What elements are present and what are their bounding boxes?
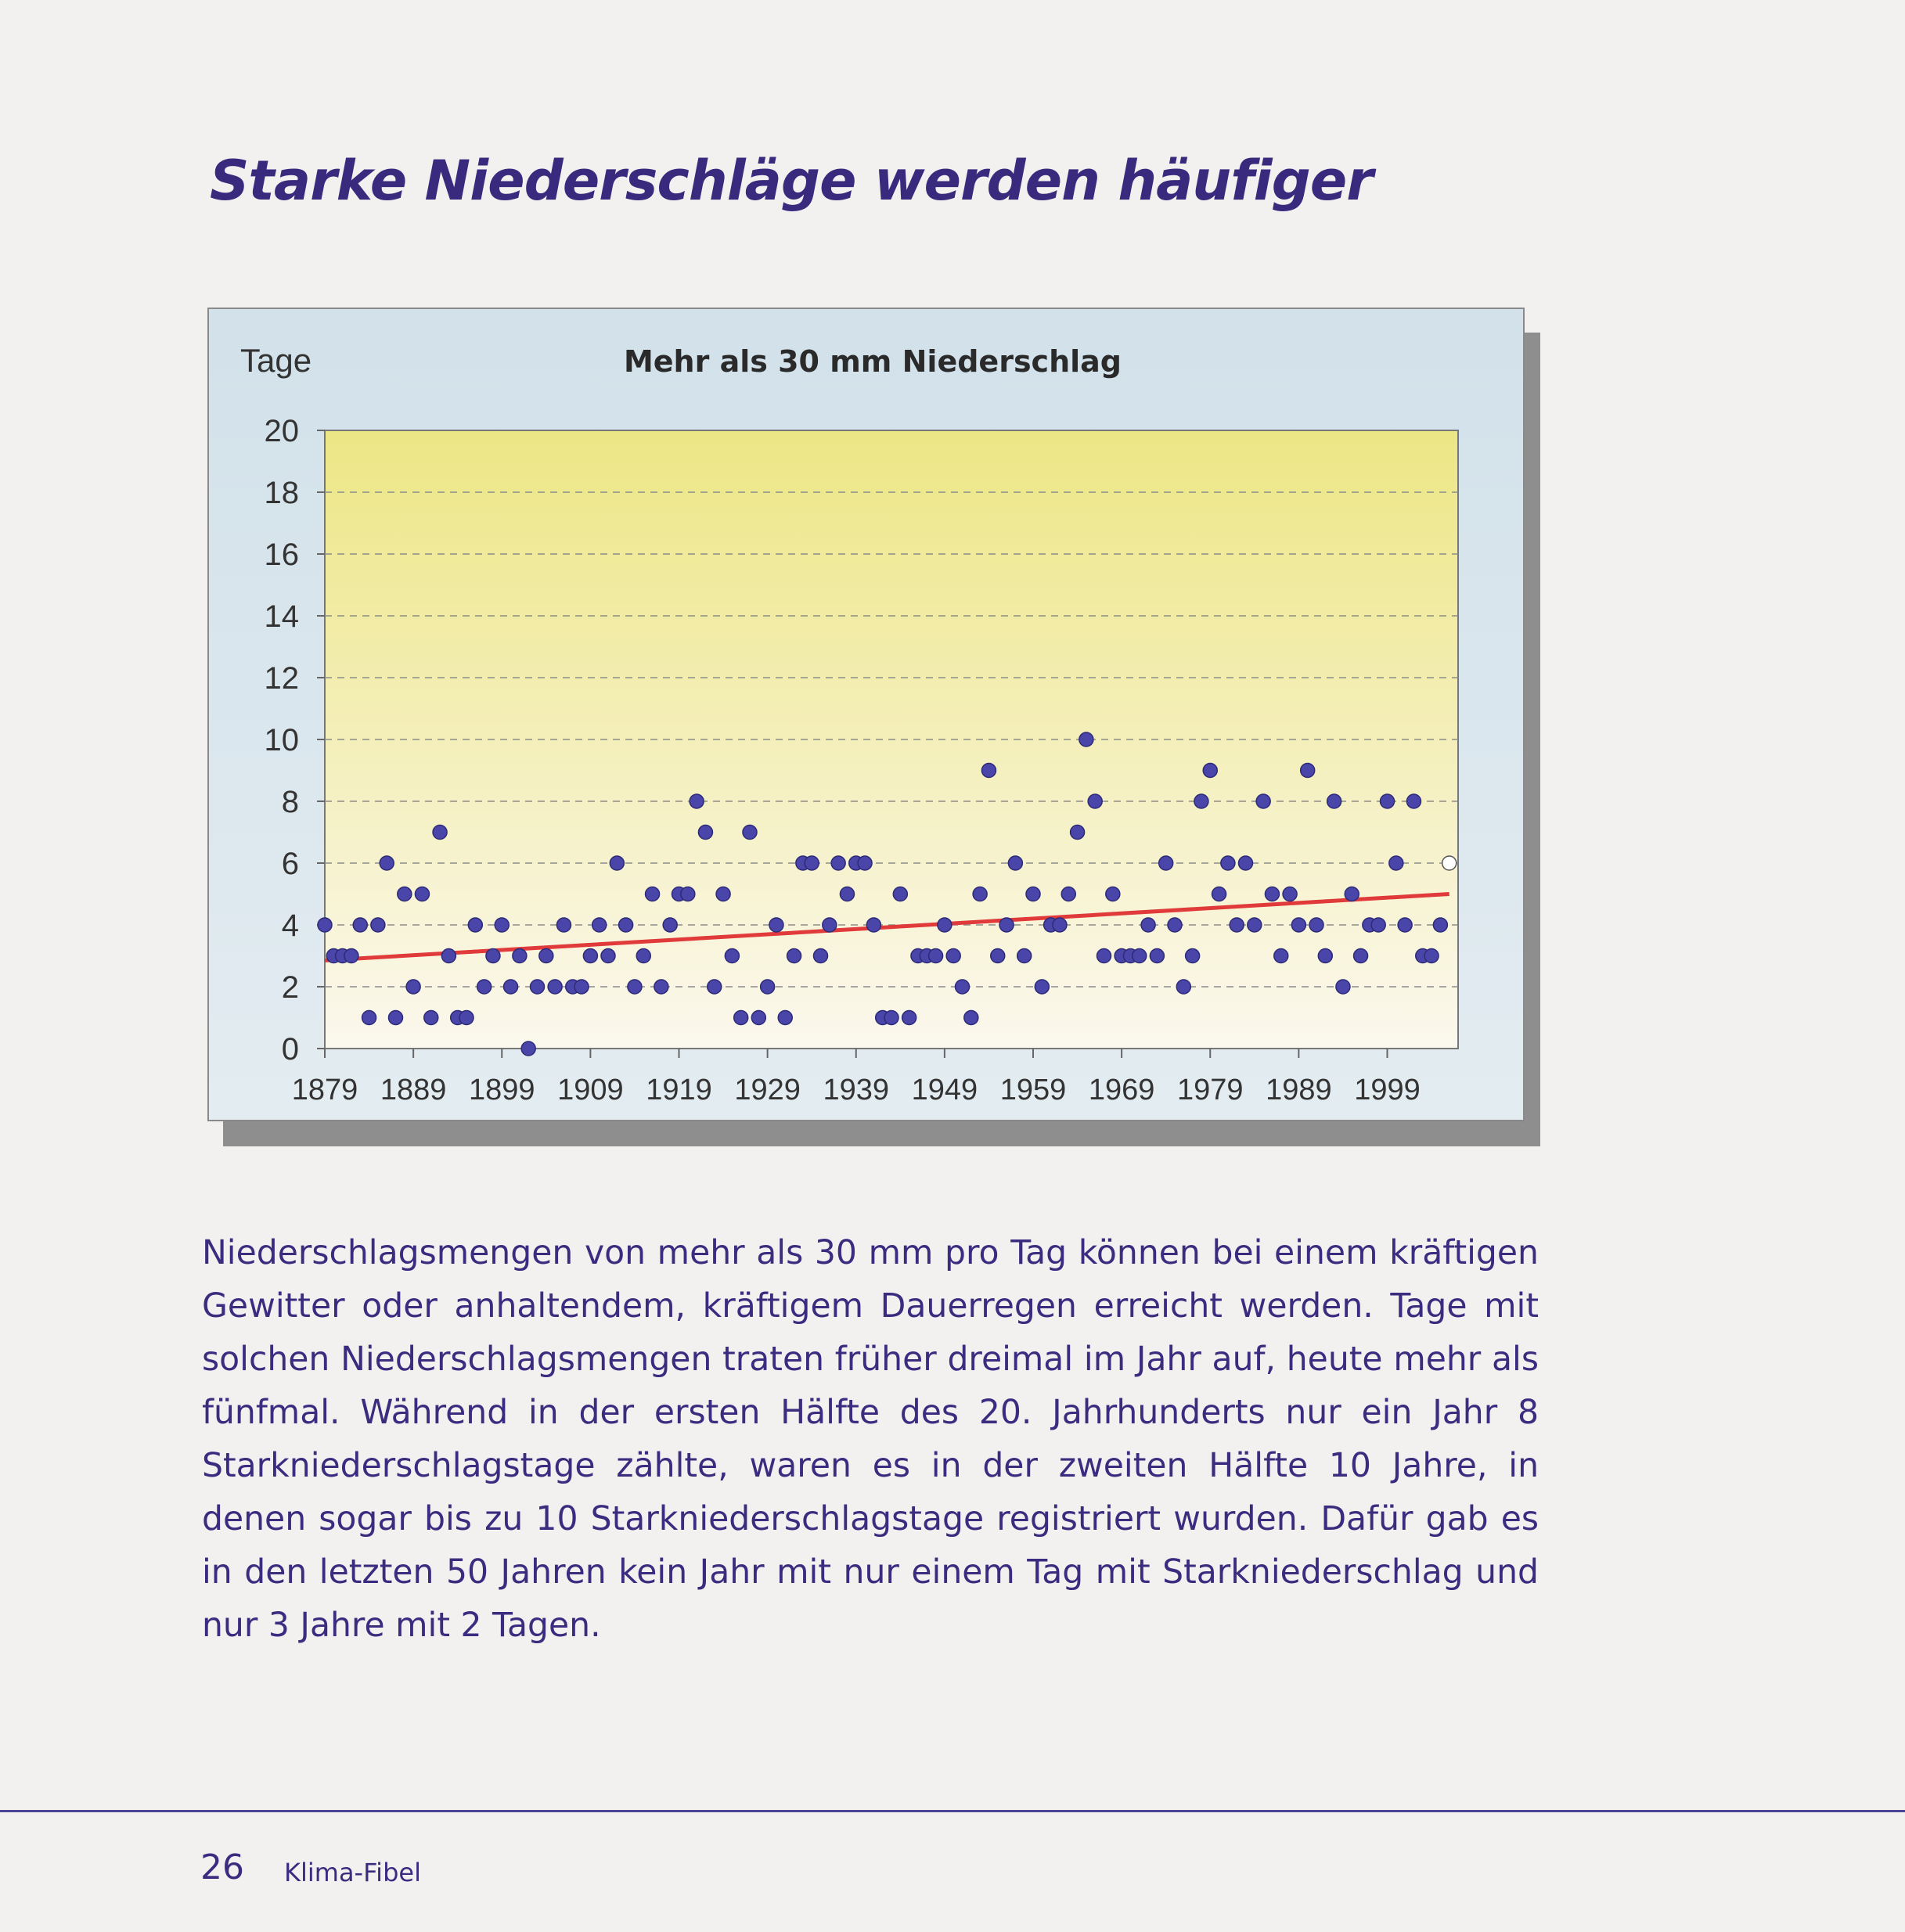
data-point	[831, 856, 845, 870]
data-point	[1274, 949, 1288, 963]
data-point	[1336, 980, 1350, 994]
chart-frame	[207, 308, 1525, 1121]
y-tick-label: 0	[281, 1032, 299, 1067]
data-point	[1176, 980, 1190, 994]
data-point	[1406, 794, 1421, 808]
x-tick-label: 1999	[1354, 1074, 1421, 1106]
data-point	[353, 918, 367, 932]
data-point	[610, 856, 624, 870]
data-point	[424, 1011, 438, 1025]
data-point	[433, 826, 447, 840]
data-point	[1371, 918, 1385, 932]
data-point	[956, 980, 970, 994]
data-point	[1221, 856, 1235, 870]
data-point	[1301, 764, 1315, 778]
data-point	[973, 887, 987, 901]
data-point	[1097, 949, 1111, 963]
data-point	[991, 949, 1005, 963]
y-tick-label: 6	[281, 847, 299, 881]
data-point	[814, 949, 828, 963]
data-point	[1327, 794, 1341, 808]
data-point	[946, 949, 960, 963]
data-point	[592, 918, 607, 932]
data-point	[1026, 887, 1040, 901]
data-point	[1291, 918, 1305, 932]
data-point	[1053, 918, 1067, 932]
page-title: Starke Niederschläge werden häufiger	[210, 149, 1373, 213]
data-point	[521, 1042, 535, 1056]
data-point	[716, 887, 730, 901]
data-point	[708, 980, 722, 994]
data-point	[619, 918, 633, 932]
data-point	[805, 856, 819, 870]
data-point	[1141, 918, 1155, 932]
x-tick-label: 1939	[823, 1074, 890, 1106]
data-point	[1230, 918, 1244, 932]
data-point	[1071, 826, 1085, 840]
x-tick-label: 1959	[999, 1074, 1067, 1106]
data-point	[1433, 918, 1447, 932]
data-point	[504, 980, 518, 994]
x-tick-label: 1919	[646, 1074, 712, 1106]
data-point	[495, 918, 509, 932]
data-point	[823, 918, 837, 932]
y-tick-label: 10	[264, 723, 299, 757]
data-point	[380, 856, 394, 870]
data-point	[389, 1011, 403, 1025]
publication-name: Klima-Fibel	[284, 1858, 421, 1887]
data-point	[646, 887, 660, 901]
y-tick-label: 16	[264, 538, 299, 572]
y-tick-label: 8	[281, 785, 299, 819]
data-point	[698, 826, 712, 840]
y-tick-label: 12	[264, 661, 299, 696]
data-point	[1239, 856, 1253, 870]
x-tick-label: 1889	[380, 1074, 447, 1106]
x-tick-label: 1979	[1176, 1074, 1244, 1106]
data-point	[1248, 918, 1262, 932]
data-point	[628, 980, 642, 994]
data-point	[318, 918, 332, 932]
data-point	[725, 949, 739, 963]
data-point	[1381, 794, 1395, 808]
x-tick-label: 1929	[734, 1074, 801, 1106]
data-point	[406, 980, 420, 994]
data-point	[1212, 887, 1226, 901]
data-point	[999, 918, 1014, 932]
data-point	[1194, 794, 1208, 808]
data-point	[964, 1011, 978, 1025]
data-point	[690, 794, 704, 808]
data-point	[751, 1011, 765, 1025]
data-point	[1088, 794, 1102, 808]
data-point	[681, 887, 695, 901]
data-point	[583, 949, 597, 963]
body-text: Niederschlagsmengen von mehr als 30 mm pro Tag können bei einem kräftigen Gewitter oder anhaltendem, kräftigem Dauerregen erreicht werden. Tage mit solchen Niederschlagsmengen traten früher dreimal im Jahr auf, heute mehr als fünfmal. Während in der ersten Hälfte des 20. Jahrhunderts nur ein Jahr 8 Starkniederschlagstage zählte, waren es in der zweiten Hälfte 10 Jahre, in denen sogar bis zu 10 Starkniederschlagstage registriert wurden. Dafür gab es in den letzten 50 Jahren kein Jahr mit nur einem Tag mit Starkniederschlag und nur 3 Jahre mit 2 Tagen.	[202, 1234, 1539, 1645]
data-point	[1265, 887, 1279, 901]
x-tick-label: 1899	[468, 1074, 535, 1106]
y-tick-label: 18	[264, 476, 299, 510]
data-point	[929, 949, 943, 963]
data-point	[371, 918, 385, 932]
data-point	[1150, 949, 1164, 963]
data-point	[1318, 949, 1332, 963]
y-tick-label: 2	[281, 970, 299, 1005]
y-tick-label: 14	[264, 599, 299, 634]
x-tick-label: 1879	[291, 1074, 358, 1106]
data-point	[1424, 949, 1439, 963]
chart-svg	[209, 309, 1526, 1123]
data-point	[1389, 856, 1403, 870]
data-point	[840, 887, 854, 901]
x-tick-label: 1989	[1266, 1074, 1332, 1106]
data-point	[1079, 732, 1093, 747]
data-point	[663, 918, 677, 932]
data-point	[1133, 949, 1147, 963]
data-point	[1283, 887, 1297, 901]
data-point	[884, 1011, 898, 1025]
data-point	[893, 887, 907, 901]
data-point	[362, 1011, 376, 1025]
data-point	[1035, 980, 1049, 994]
data-point	[531, 980, 545, 994]
data-point	[1168, 918, 1182, 932]
data-point	[1159, 856, 1173, 870]
data-point	[1017, 949, 1032, 963]
data-point	[441, 949, 456, 963]
data-point	[459, 1011, 474, 1025]
data-point	[743, 826, 757, 840]
data-point	[468, 918, 482, 932]
data-point	[981, 764, 996, 778]
data-point	[398, 887, 412, 901]
data-point	[654, 980, 668, 994]
data-point	[636, 949, 650, 963]
data-point	[866, 918, 880, 932]
data-point	[477, 980, 492, 994]
data-point	[556, 918, 571, 932]
x-tick-label: 1909	[557, 1074, 624, 1106]
data-point	[1256, 794, 1270, 808]
data-point	[601, 949, 615, 963]
data-point	[574, 980, 589, 994]
data-point	[1106, 887, 1120, 901]
data-point	[1398, 918, 1412, 932]
data-point	[415, 887, 429, 901]
data-point	[938, 918, 952, 932]
data-point	[344, 949, 358, 963]
data-point	[1008, 856, 1022, 870]
data-point	[902, 1011, 916, 1025]
data-point	[1354, 949, 1368, 963]
footer-rule	[0, 1810, 1905, 1812]
data-point	[858, 856, 872, 870]
y-tick-label: 20	[264, 414, 299, 448]
data-point	[548, 980, 562, 994]
data-point	[513, 949, 527, 963]
y-tick-label: 4	[281, 908, 299, 943]
data-point	[1309, 918, 1323, 932]
chart-ylabel: Tage	[240, 342, 312, 379]
data-point	[1203, 764, 1217, 778]
x-tick-label: 1949	[911, 1074, 978, 1106]
data-point	[539, 949, 553, 963]
chart-title: Mehr als 30 mm Niederschlag	[623, 344, 1122, 379]
data-point	[769, 918, 783, 932]
x-tick-label: 1969	[1088, 1074, 1155, 1106]
data-point	[787, 949, 801, 963]
data-point	[761, 980, 775, 994]
page-number: 26	[200, 1847, 244, 1887]
data-point	[1186, 949, 1200, 963]
data-point	[486, 949, 500, 963]
data-point	[1442, 856, 1457, 870]
data-point	[1061, 887, 1075, 901]
data-point	[778, 1011, 792, 1025]
data-point	[1345, 887, 1359, 901]
data-point	[734, 1011, 748, 1025]
